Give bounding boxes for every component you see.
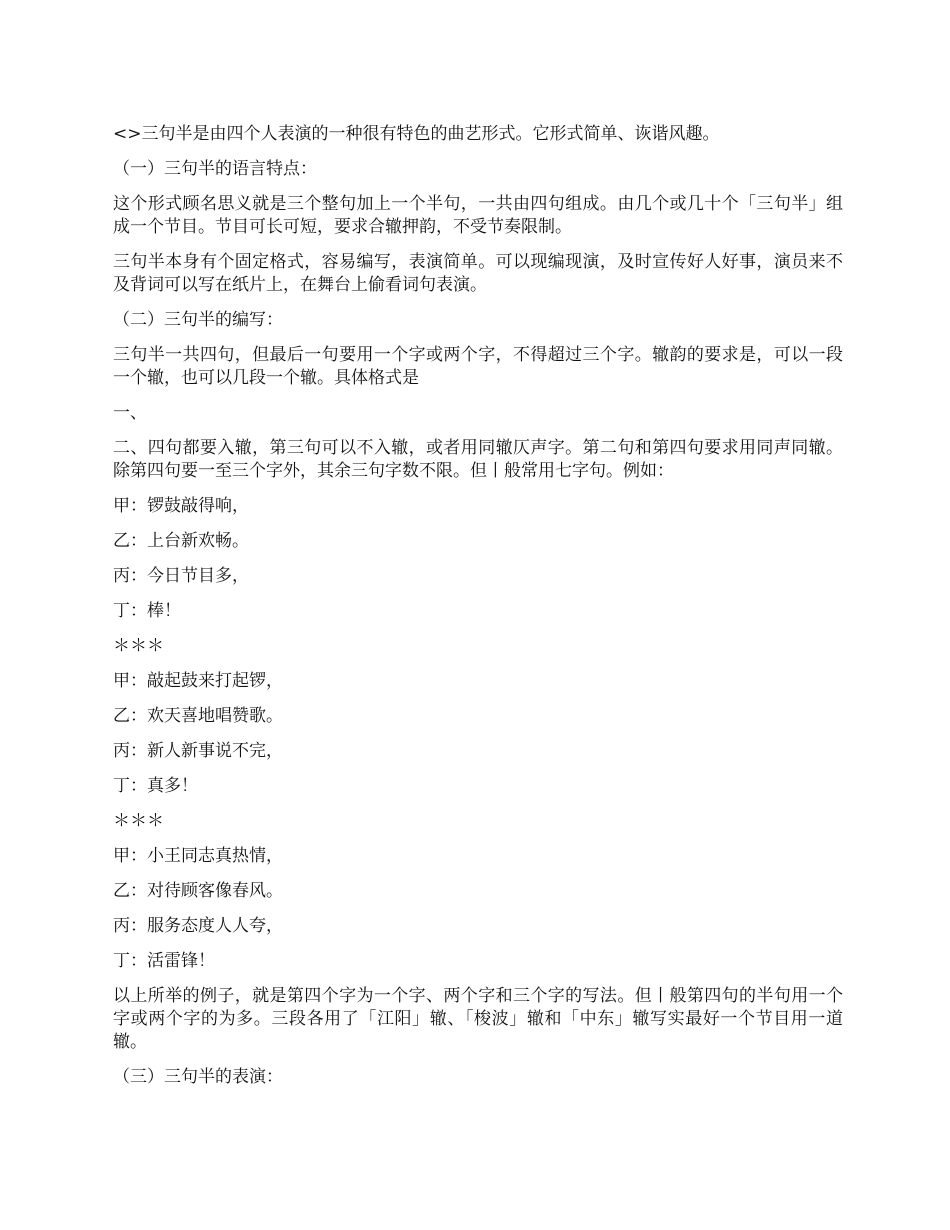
verse-line: 丁：活雷锋！ bbox=[113, 951, 215, 971]
verse-line: 甲：锣鼓敲得响， bbox=[113, 496, 249, 516]
verse-line: 丙：服务态度人人夸， bbox=[113, 916, 283, 936]
paragraph-writing-3: 二、四句都要入辙，第三句可以不入辙，或者用同辙仄声字。第二句和第四句要求用同声同辙。除第四句要一至三个字外，其余三句字数不限。但丨般常用七字句。例如： bbox=[113, 438, 843, 481]
verse-line: 甲：小王同志真热情， bbox=[113, 846, 283, 866]
document-body bbox=[113, 123, 843, 1101]
verse-line: 丁：棒！ bbox=[113, 601, 181, 621]
section-heading-performance: （三）三句半的表演： bbox=[113, 1067, 283, 1087]
paragraph-writing-2: 一、 bbox=[113, 403, 147, 423]
verse-line: 丁：真多！ bbox=[113, 776, 198, 796]
verse-line: 乙：上台新欢畅。 bbox=[113, 531, 249, 551]
paragraph-summary: 以上所举的例子，就是第四个字为一个字、两个字和三个字的写法。但丨般第四句的半句用一个字或两个字的为多。三段各用了「江阳」辙、「梭波」辙和「中东」辙写实最好一个节目用一道辙。 bbox=[113, 986, 843, 1052]
verse-line: 丙：今日节目多， bbox=[113, 566, 249, 586]
section-heading-language: （一）三句半的语言特点： bbox=[113, 159, 317, 179]
paragraph-writing-1: 三句半一共四句，但最后一句要用一个字或两个字，不得超过三个字。辙韵的要求是，可以一段一个辙，也可以几段一个辙。具体格式是 bbox=[113, 345, 843, 388]
paragraph-language-2: 三句半本身有个固定格式，容易编写，表演简单。可以现编现演，及时宣传好人好事，演员来不及背词可以写在纸片上，在舞台上偷看词句表演。 bbox=[113, 252, 843, 295]
verse-separator: ＊＊＊ bbox=[113, 636, 164, 656]
verse-line: 甲：敲起鼓来打起锣， bbox=[113, 671, 283, 691]
paragraph-intro: <>三句半是由四个人表演的一种很有特色的曲艺形式。它形式简单、诙谐风趣。 bbox=[113, 124, 720, 144]
verse-separator: ＊＊＊ bbox=[113, 811, 164, 831]
paragraph-language-1: 这个形式顾名思义就是三个整句加上一个半句，一共由四句组成。由几个或几十个「三句半」组成一个节目。节目可长可短，要求合辙押韵，不受节奏限制。 bbox=[113, 194, 843, 237]
verse-line: 乙：对待顾客像春风。 bbox=[113, 881, 283, 901]
section-heading-writing: （二）三句半的编写： bbox=[113, 310, 283, 330]
verse-line: 乙：欢天喜地唱赞歌。 bbox=[113, 706, 283, 726]
verse-line: 丙：新人新事说不完， bbox=[113, 741, 283, 761]
